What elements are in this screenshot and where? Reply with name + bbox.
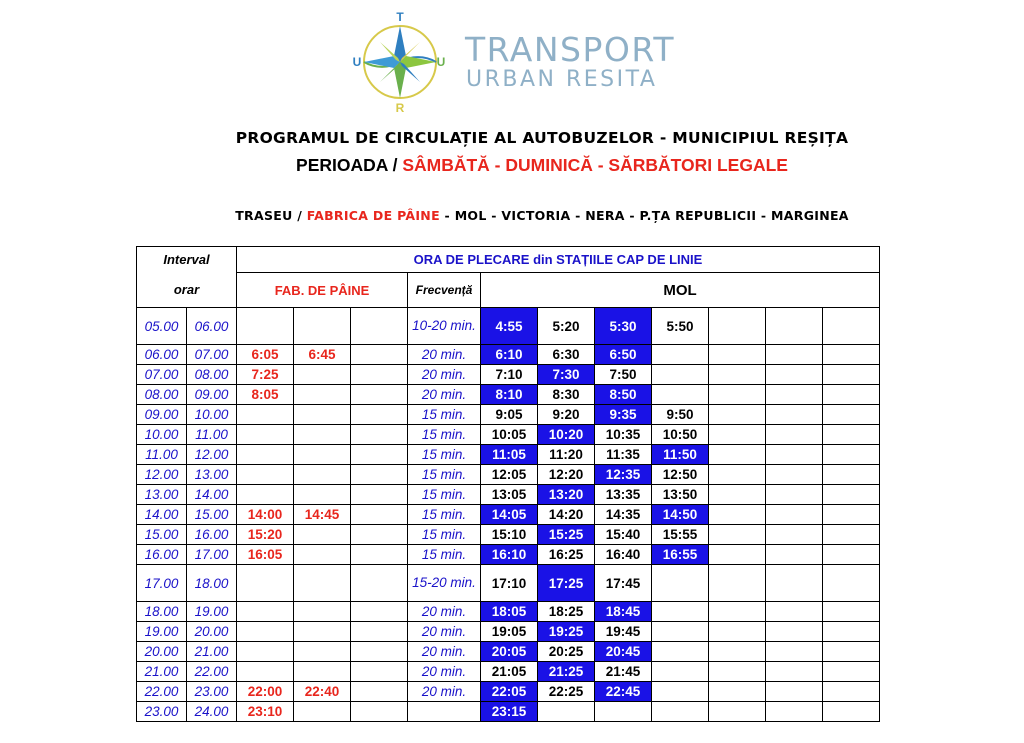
brand-name: TRANSPORT	[465, 30, 676, 69]
logo-letter-bottom: R	[395, 101, 405, 114]
mol-departure-empty	[823, 385, 880, 405]
mol-departure	[652, 602, 709, 622]
mol-departure-empty	[709, 385, 766, 405]
mol-departure: 10:20	[538, 425, 595, 445]
route-label: TRASEU /	[235, 208, 307, 223]
mol-departure-empty	[766, 385, 823, 405]
schedule-table	[136, 246, 880, 722]
fab-paine-departure: 6:45	[294, 345, 351, 365]
mol-departure-empty	[823, 642, 880, 662]
interval-from: 14.00	[137, 505, 187, 525]
schedule-row	[137, 485, 880, 505]
schedule-row	[137, 525, 880, 545]
interval-from: 12.00	[137, 465, 187, 485]
schedule-row	[137, 682, 880, 702]
fab-paine-departure	[294, 445, 351, 465]
departure-header: ORA DE PLECARE din STAȚIILE CAP DE LINIE	[237, 247, 880, 273]
mol-departure: 14:50	[652, 505, 709, 525]
schedule-row	[137, 565, 880, 602]
mol-departure-empty	[709, 505, 766, 525]
mol-departure-empty	[823, 622, 880, 642]
period-line	[0, 155, 1024, 176]
interval-from: 09.00	[137, 405, 187, 425]
frequency-cell	[408, 702, 481, 722]
route-start: FABRICA DE PÂINE	[306, 208, 440, 223]
mol-departure: 6:30	[538, 345, 595, 365]
mol-departure-empty	[823, 525, 880, 545]
mol-departure-empty	[766, 345, 823, 365]
mol-departure: 16:25	[538, 545, 595, 565]
schedule-row	[137, 405, 880, 425]
mol-departure-empty	[766, 602, 823, 622]
mol-departure	[652, 682, 709, 702]
fab-paine-departure: 22:00	[237, 682, 294, 702]
mol-departure: 8:10	[481, 385, 538, 405]
fab-paine-departure: 14:45	[294, 505, 351, 525]
fab-paine-departure	[351, 525, 408, 545]
interval-from: 22.00	[137, 682, 187, 702]
interval-from: 19.00	[137, 622, 187, 642]
mol-departure: 14:20	[538, 505, 595, 525]
mol-departure: 13:50	[652, 485, 709, 505]
mol-departure: 16:10	[481, 545, 538, 565]
mol-departure-empty	[709, 425, 766, 445]
mol-departure: 6:10	[481, 345, 538, 365]
fab-paine-departure	[351, 425, 408, 445]
header-row-1	[137, 247, 880, 273]
mol-departure-empty	[766, 505, 823, 525]
fab-paine-departure: 16:05	[237, 545, 294, 565]
fab-paine-departure	[294, 602, 351, 622]
fab-paine-departure	[237, 465, 294, 485]
mol-departure: 22:05	[481, 682, 538, 702]
mol-departure-empty	[709, 545, 766, 565]
interval-from: 18.00	[137, 602, 187, 622]
mol-departure: 8:50	[595, 385, 652, 405]
mol-departure: 19:45	[595, 622, 652, 642]
interval-from: 15.00	[137, 525, 187, 545]
mol-header: MOL	[481, 273, 880, 308]
fab-paine-departure	[237, 405, 294, 425]
frequency-cell: 10-20 min.	[408, 308, 481, 345]
interval-to: 11.00	[187, 425, 237, 445]
mol-departure	[538, 702, 595, 722]
mol-departure: 20:05	[481, 642, 538, 662]
fab-paine-departure	[351, 702, 408, 722]
logo-letter-top: T	[396, 10, 404, 24]
interval-to: 22.00	[187, 662, 237, 682]
fab-paine-departure	[237, 308, 294, 345]
frequency-cell: 15 min.	[408, 485, 481, 505]
fab-paine-departure	[294, 425, 351, 445]
mol-departure: 13:35	[595, 485, 652, 505]
mol-departure: 12:35	[595, 465, 652, 485]
frequency-cell: 15 min.	[408, 545, 481, 565]
interval-to: 21.00	[187, 642, 237, 662]
fab-paine-departure	[351, 465, 408, 485]
schedule-row	[137, 642, 880, 662]
mol-departure	[652, 565, 709, 602]
fab-paine-departure	[351, 602, 408, 622]
fab-paine-departure	[351, 642, 408, 662]
mol-departure-empty	[766, 445, 823, 465]
fab-paine-departure	[294, 405, 351, 425]
mol-departure: 20:45	[595, 642, 652, 662]
interval-from: 20.00	[137, 642, 187, 662]
route-line	[0, 208, 1024, 223]
interval-from: 16.00	[137, 545, 187, 565]
mol-departure-empty	[766, 702, 823, 722]
mol-departure-empty	[823, 425, 880, 445]
frequency-cell: 15 min.	[408, 425, 481, 445]
fab-paine-departure	[294, 385, 351, 405]
mol-departure: 7:10	[481, 365, 538, 385]
fab-paine-departure: 22:40	[294, 682, 351, 702]
interval-from: 23.00	[137, 702, 187, 722]
interval-to: 14.00	[187, 485, 237, 505]
fab-paine-departure	[237, 602, 294, 622]
fab-paine-departure	[294, 525, 351, 545]
mol-departure-empty	[709, 682, 766, 702]
mol-departure-empty	[709, 405, 766, 425]
mol-departure-empty	[823, 485, 880, 505]
mol-departure: 5:30	[595, 308, 652, 345]
fab-paine-departure	[294, 365, 351, 385]
mol-departure: 6:50	[595, 345, 652, 365]
mol-departure: 15:25	[538, 525, 595, 545]
mol-departure-empty	[766, 545, 823, 565]
fab-paine-departure	[351, 445, 408, 465]
mol-departure-empty	[766, 622, 823, 642]
mol-departure-empty	[823, 405, 880, 425]
fab-paine-departure	[294, 642, 351, 662]
frequency-cell: 15 min.	[408, 445, 481, 465]
mol-departure-empty	[766, 565, 823, 602]
interval-to: 18.00	[187, 565, 237, 602]
mol-departure: 19:25	[538, 622, 595, 642]
mol-departure-empty	[709, 602, 766, 622]
mol-departure: 7:50	[595, 365, 652, 385]
interval-to: 07.00	[187, 345, 237, 365]
fab-paine-departure	[351, 565, 408, 602]
mol-departure-empty	[709, 622, 766, 642]
schedule-row	[137, 445, 880, 465]
fab-paine-departure	[351, 622, 408, 642]
fab-paine-departure	[351, 545, 408, 565]
brand-subtitle: URBAN RESITA	[466, 67, 658, 92]
frequency-header: Frecvență	[408, 273, 481, 308]
fab-paine-departure: 14:00	[237, 505, 294, 525]
mol-departure: 16:55	[652, 545, 709, 565]
interval-to: 16.00	[187, 525, 237, 545]
mol-departure: 5:20	[538, 308, 595, 345]
mol-departure-empty	[709, 308, 766, 345]
mol-departure: 11:20	[538, 445, 595, 465]
period-value: SÂMBĂTĂ - DUMINICĂ - SĂRBĂTORI LEGALE	[402, 155, 788, 175]
fab-paine-departure: 7:25	[237, 365, 294, 385]
fab-paine-departure	[294, 545, 351, 565]
schedule-row	[137, 385, 880, 405]
interval-to: 17.00	[187, 545, 237, 565]
fab-paine-departure	[351, 345, 408, 365]
mol-departure: 13:20	[538, 485, 595, 505]
period-label: PERIOADA /	[296, 155, 403, 175]
mol-departure: 17:10	[481, 565, 538, 602]
mol-departure: 13:05	[481, 485, 538, 505]
mol-departure-empty	[709, 662, 766, 682]
frequency-cell: 15 min.	[408, 405, 481, 425]
mol-departure: 22:45	[595, 682, 652, 702]
mol-departure	[652, 365, 709, 385]
schedule-row	[137, 365, 880, 385]
frequency-cell: 15 min.	[408, 525, 481, 545]
mol-departure: 22:25	[538, 682, 595, 702]
fab-paine-departure	[351, 662, 408, 682]
mol-departure: 15:10	[481, 525, 538, 545]
interval-to: 09.00	[187, 385, 237, 405]
mol-departure	[652, 662, 709, 682]
mol-departure: 12:20	[538, 465, 595, 485]
mol-departure: 11:05	[481, 445, 538, 465]
fab-paine-departure	[294, 465, 351, 485]
mol-departure: 18:25	[538, 602, 595, 622]
interval-header-sub: orar	[137, 273, 237, 308]
mol-departure-empty	[823, 565, 880, 602]
interval-to: 15.00	[187, 505, 237, 525]
interval-from: 08.00	[137, 385, 187, 405]
mol-departure-empty	[766, 642, 823, 662]
mol-departure-empty	[709, 465, 766, 485]
fab-paine-departure	[351, 385, 408, 405]
fab-paine-header: FAB. DE PÂINE	[237, 273, 408, 308]
schedule-title: PROGRAMUL DE CIRCULAȚIE AL AUTOBUZELOR - MUNICIPIUL REȘIȚA	[235, 129, 849, 147]
frequency-cell: 20 min.	[408, 602, 481, 622]
mol-departure	[652, 385, 709, 405]
mol-departure: 21:05	[481, 662, 538, 682]
interval-to: 06.00	[187, 308, 237, 345]
fab-paine-departure: 23:10	[237, 702, 294, 722]
mol-departure	[652, 642, 709, 662]
mol-departure-empty	[709, 445, 766, 465]
schedule-row	[137, 602, 880, 622]
header-row-2	[137, 273, 880, 308]
interval-from: 06.00	[137, 345, 187, 365]
fab-paine-departure	[237, 642, 294, 662]
fab-paine-departure	[351, 365, 408, 385]
interval-to: 23.00	[187, 682, 237, 702]
mol-departure-empty	[766, 405, 823, 425]
interval-to: 10.00	[187, 405, 237, 425]
mol-departure: 7:30	[538, 365, 595, 385]
frequency-cell: 20 min.	[408, 622, 481, 642]
frequency-cell: 15 min.	[408, 505, 481, 525]
mol-departure: 15:55	[652, 525, 709, 545]
mol-departure: 9:50	[652, 405, 709, 425]
interval-to: 24.00	[187, 702, 237, 722]
mol-departure	[652, 345, 709, 365]
mol-departure: 9:35	[595, 405, 652, 425]
interval-from: 10.00	[137, 425, 187, 445]
mol-departure: 5:50	[652, 308, 709, 345]
mol-departure: 23:15	[481, 702, 538, 722]
mol-departure: 8:30	[538, 385, 595, 405]
mol-departure-empty	[823, 682, 880, 702]
mol-departure: 10:50	[652, 425, 709, 445]
fab-paine-departure	[294, 308, 351, 345]
schedule-row	[137, 505, 880, 525]
fab-paine-departure	[237, 425, 294, 445]
mol-departure: 12:05	[481, 465, 538, 485]
schedule-row	[137, 545, 880, 565]
fab-paine-departure	[294, 565, 351, 602]
frequency-cell: 20 min.	[408, 365, 481, 385]
mol-departure: 17:45	[595, 565, 652, 602]
mol-departure-empty	[766, 365, 823, 385]
mol-departure: 10:35	[595, 425, 652, 445]
mol-departure: 9:20	[538, 405, 595, 425]
fab-paine-departure	[351, 505, 408, 525]
fab-paine-departure	[294, 662, 351, 682]
frequency-cell: 20 min.	[408, 642, 481, 662]
mol-departure	[595, 702, 652, 722]
fab-paine-departure	[237, 622, 294, 642]
fab-paine-departure: 15:20	[237, 525, 294, 545]
mol-departure: 9:05	[481, 405, 538, 425]
mol-departure-empty	[823, 602, 880, 622]
mol-departure-empty	[709, 702, 766, 722]
schedule-row	[137, 308, 880, 345]
mol-departure-empty	[709, 565, 766, 602]
mol-departure-empty	[766, 465, 823, 485]
fab-paine-departure	[237, 565, 294, 602]
mol-departure-empty	[766, 425, 823, 445]
mol-departure-empty	[823, 345, 880, 365]
interval-from: 07.00	[137, 365, 187, 385]
mol-departure: 21:25	[538, 662, 595, 682]
mol-departure-empty	[709, 485, 766, 505]
mol-departure: 21:45	[595, 662, 652, 682]
logo-letter-right: U	[436, 55, 446, 69]
fab-paine-departure	[237, 662, 294, 682]
mol-departure: 11:50	[652, 445, 709, 465]
mol-departure: 19:05	[481, 622, 538, 642]
frequency-cell: 20 min.	[408, 662, 481, 682]
fab-paine-departure	[351, 682, 408, 702]
interval-from: 05.00	[137, 308, 187, 345]
mol-departure: 20:25	[538, 642, 595, 662]
fab-paine-departure	[237, 485, 294, 505]
mol-departure	[652, 622, 709, 642]
mol-departure: 12:50	[652, 465, 709, 485]
mol-departure	[652, 702, 709, 722]
mol-departure-empty	[823, 505, 880, 525]
interval-from: 21.00	[137, 662, 187, 682]
mol-departure-empty	[823, 465, 880, 485]
mol-departure: 4:55	[481, 308, 538, 345]
mol-departure: 14:05	[481, 505, 538, 525]
frequency-cell: 20 min.	[408, 345, 481, 365]
mol-departure: 17:25	[538, 565, 595, 602]
frequency-cell: 15 min.	[408, 465, 481, 485]
mol-departure-empty	[709, 642, 766, 662]
mol-departure-empty	[709, 365, 766, 385]
mol-departure-empty	[823, 662, 880, 682]
mol-departure: 14:35	[595, 505, 652, 525]
fab-paine-departure	[237, 445, 294, 465]
mol-departure: 18:45	[595, 602, 652, 622]
mol-departure: 18:05	[481, 602, 538, 622]
mol-departure-empty	[709, 345, 766, 365]
interval-to: 19.00	[187, 602, 237, 622]
mol-departure: 15:40	[595, 525, 652, 545]
compass-logo	[352, 10, 448, 114]
mol-departure-empty	[766, 308, 823, 345]
interval-to: 13.00	[187, 465, 237, 485]
interval-to: 08.00	[187, 365, 237, 385]
interval-from: 11.00	[137, 445, 187, 465]
schedule-row	[137, 345, 880, 365]
logo-letter-left: U	[352, 55, 362, 69]
mol-departure-empty	[766, 662, 823, 682]
mol-departure-empty	[709, 525, 766, 545]
fab-paine-departure	[351, 405, 408, 425]
schedule-row	[137, 622, 880, 642]
mol-departure-empty	[766, 525, 823, 545]
interval-header: Interval	[137, 247, 237, 273]
fab-paine-departure	[294, 702, 351, 722]
interval-to: 12.00	[187, 445, 237, 465]
frequency-cell: 20 min.	[408, 385, 481, 405]
mol-departure: 11:35	[595, 445, 652, 465]
mol-departure-empty	[823, 308, 880, 345]
fab-paine-departure	[351, 308, 408, 345]
interval-to: 20.00	[187, 622, 237, 642]
mol-departure-empty	[766, 682, 823, 702]
mol-departure-empty	[766, 485, 823, 505]
interval-from: 13.00	[137, 485, 187, 505]
schedule-row	[137, 425, 880, 445]
frequency-cell: 20 min.	[408, 682, 481, 702]
schedule-row	[137, 702, 880, 722]
route-stops: - MOL - VICTORIA - NERA - P.ȚA REPUBLICII - MARGINEA	[439, 208, 849, 223]
interval-from: 17.00	[137, 565, 187, 602]
mol-departure-empty	[823, 702, 880, 722]
mol-departure: 10:05	[481, 425, 538, 445]
fab-paine-departure	[294, 622, 351, 642]
fab-paine-departure: 6:05	[237, 345, 294, 365]
mol-departure: 16:40	[595, 545, 652, 565]
mol-departure-empty	[823, 365, 880, 385]
schedule-row	[137, 465, 880, 485]
fab-paine-departure: 8:05	[237, 385, 294, 405]
frequency-cell: 15-20 min.	[408, 565, 481, 602]
schedule-row	[137, 662, 880, 682]
fab-paine-departure	[351, 485, 408, 505]
mol-departure-empty	[823, 445, 880, 465]
fab-paine-departure	[294, 485, 351, 505]
mol-departure-empty	[823, 545, 880, 565]
